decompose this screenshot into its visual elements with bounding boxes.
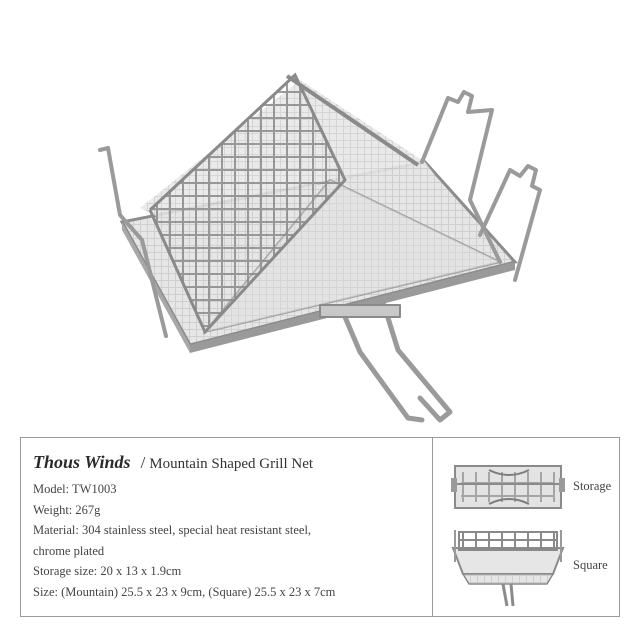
product-name: Mountain Shaped Grill Net [149, 456, 314, 472]
product-title [33, 452, 432, 473]
front-handle [320, 305, 450, 420]
spec-details [21, 438, 432, 616]
variant-label-square: Square [573, 558, 608, 572]
spec-material-cont: chrome plated [33, 543, 105, 558]
variant-label-storage: Storage [573, 479, 612, 493]
spec-panel [20, 437, 620, 617]
spec-storage-size: Storage size: 20 x 13 x 1.9cm [33, 564, 182, 578]
spec-model: Model: TW1003 [33, 482, 117, 496]
brand-name: Thous Winds [33, 452, 131, 472]
title-separator: / [140, 453, 146, 472]
square-grill-image [449, 526, 567, 610]
variant-previews [433, 438, 619, 616]
spec-weight: Weight: 267g [33, 502, 101, 517]
folded-grill-image [449, 456, 567, 518]
spec-size: Size: (Mountain) 25.5 x 23 x 9cm, (Square) 25.5 x 23 x 7cm [33, 584, 336, 599]
spec-material: Material: 304 stainless steel, special heat resistant steel, [33, 523, 312, 537]
